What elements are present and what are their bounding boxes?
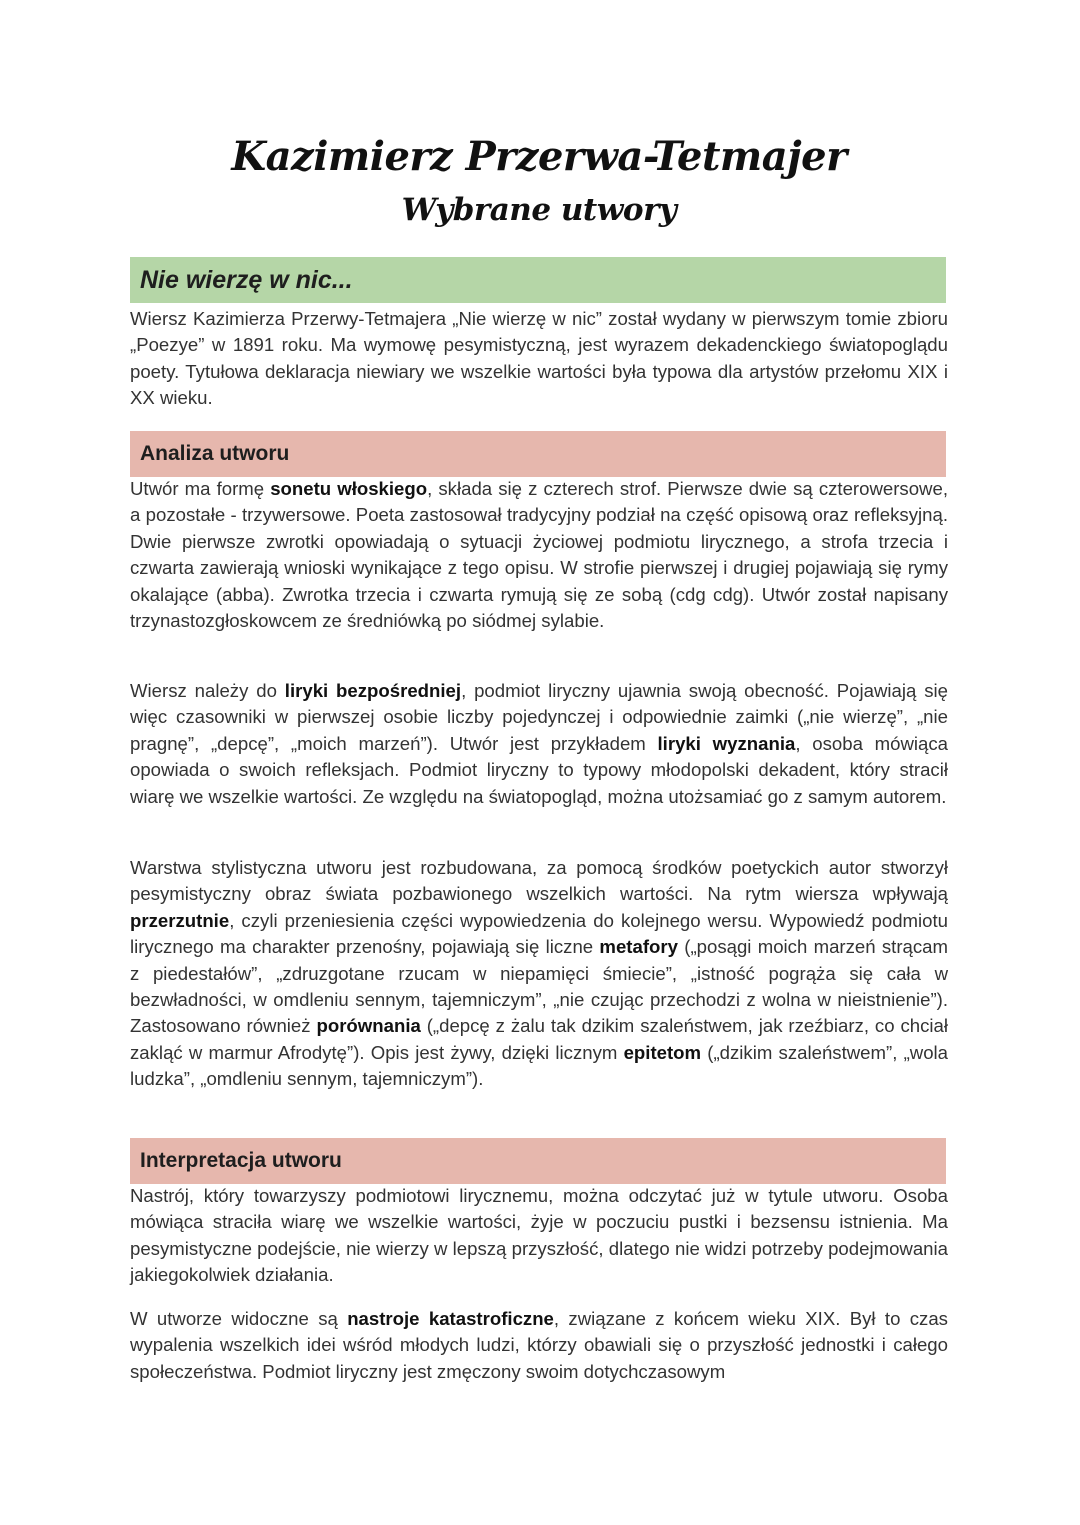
bold-term: epitetom — [623, 1041, 702, 1063]
section-heading-interpretation: Interpretacja utworu — [140, 1149, 342, 1172]
bold-term: porównania — [316, 1015, 421, 1037]
section-heading-analysis: Analiza utworu — [140, 442, 290, 465]
analysis-paragraph-1: Utwór ma formę sonetu włoskiego, składa się z czterech strof. Pierwsze dwie są czterowersowe, a pozostałe - trzywersowe. Poeta zastosował tradycyjny podział na część opisową oraz refleksyjną. Dwie pierwsze zwrotki opowiadają o sytuacji życiowej podmiotu lirycznego, a strofa trzecia i czwarta zawierają wnioski wynikające z tego opisu. W strofie pierwszej i drugiej pojawiają się rymy okalające (abba). Zwrotka trzecia i czwarta rymują się ze sobą (cdg cdg). Utwór został napisany trzynastozgłoskowcem ze średniówką po siódmej sylabie. — [130, 478, 948, 632]
analysis-paragraph-2: Wiersz należy do liryki bezpośredniej, podmiot liryczny ujawnia swoją obecność. Pojawiają się więc czasowniki w pierwszej osobie liczby pojedynczej i odpowiednie zaimki („nie wierzę”, „nie pragnę”, „depcę”, „moich marzeń”). Utwór jest przykładem liryki wyznania, osoba mówiąca opowiada o swoich refleksjach. Podmiot liryczny to typowy młodopolski dekadent, który stracił wiarę we wszelkie wartości. Ze względu na światopogląd, można utożsamiać go z samym autorem. — [130, 680, 949, 807]
section-header-analysis — [130, 431, 946, 477]
document-subtitle: Wybrane utwory — [401, 192, 677, 228]
section-header-main — [130, 257, 946, 303]
bold-term: liryki bezpośredniej — [284, 680, 462, 701]
section-heading-main: Nie wierzę w nic... — [140, 265, 353, 294]
bold-term: liryki wyznania — [657, 732, 796, 754]
bold-term: przerzutnie — [130, 909, 230, 931]
analysis-paragraph-3: Warstwa stylistyczna utworu jest rozbudowana, za pomocą środków poetyckich autor stworzył pesymistyczny obraz świata pozbawionego wszelkich wartości. Na rytm wiersza wpływają przerzutnie, czyli przeniesienia części wypowiedzenia do kolejnego wersu. Wypowiedź podmiotu lirycznego ma charakter przenośny, pojawiają się liczne metafory („posągi moich marzeń strącam z piedestałów”, „zdruzgotane rzucam w niepamięci śmiecie”, „istność pogrąża się cała w bezwładności, w omdleniu sennym, tajemniczym”, „nie czując przechodzi z wolna w nieistnienie”). Zastosowano również porównania („depcę z żalu tak dzikim szaleństwem, jak rzeźbiarz, co chciał zakląć w marmur Afrodytę”). Opis jest żywy, dzięki licznym epitetom („dzikim szaleństwem”, „wola ludzka”, „omdleniu sennym, tajemniczym”). — [130, 857, 949, 1090]
bold-term: metafory — [599, 936, 678, 958]
document-title: Kazimierz Przerwa-Tetmajer — [231, 133, 847, 180]
interpretation-paragraph-1: Nastrój, który towarzyszy podmiotowi lirycznemu, można odczytać już w tytule utworu. Osoba mówiąca straciła wiarę we wszelkie wartości, żyje w poczuciu pustki i bezsensu istnienia. Ma pesymistyczne podejście, nie wierzy w lepszą przyszłość, dlatego nie widzi potrzeby podejmowania jakiegokolwiek działania. — [130, 1185, 948, 1286]
section-header-interpretation — [130, 1138, 946, 1184]
intro-paragraph: Wiersz Kazimierza Przerwy-Tetmajera „Nie wierzę w nic” został wydany w pierwszym tomie zbioru „Poezye” w 1891 roku. Ma wymowę pesymistyczną, jest wyrazem dekadenckiego światopoglądu poety. Tytułowa deklaracja niewiary we wszelkie wartości była typowa dla artystów przełomu XIX i XX wieku. — [130, 308, 948, 409]
bold-term: sonetu włoskiego — [270, 478, 428, 499]
bold-term: nastroje katastroficzne — [347, 1308, 554, 1329]
interpretation-paragraph-2: W utworze widoczne są nastroje katastroficzne, związane z końcem wieku XIX. Był to czas wypalenia wszelkich idei wśród młodych ludzi, którzy obawiali się o przyszłość jednostki i całego społeczeństwa. Podmiot liryczny jest zmęczony swoim dotychczasowym — [130, 1308, 948, 1382]
